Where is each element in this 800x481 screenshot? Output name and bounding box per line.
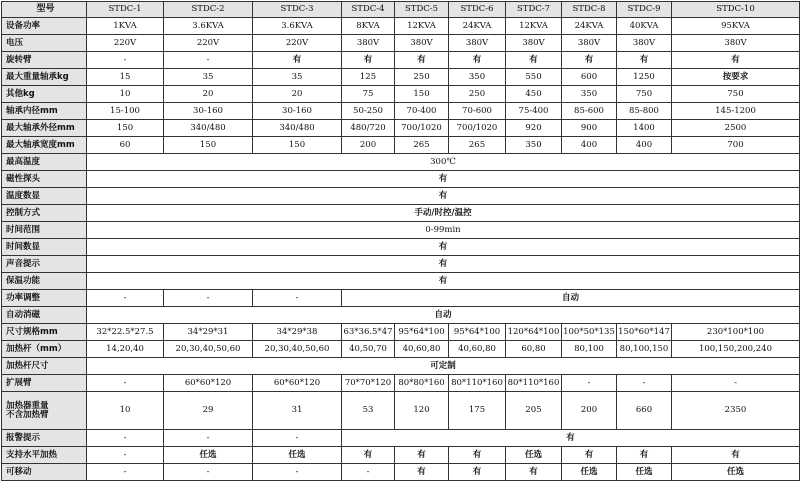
cell: 53 bbox=[342, 392, 395, 430]
merged-cell: 有 bbox=[87, 256, 800, 273]
cell: 900 bbox=[562, 120, 617, 137]
header-row bbox=[2, 2, 800, 18]
cell: 380V bbox=[562, 35, 617, 52]
cell: 60*60*120 bbox=[164, 375, 253, 392]
cell: 95*64*100 bbox=[449, 324, 506, 341]
cell: 380V bbox=[506, 35, 562, 52]
cell: 有 bbox=[253, 52, 342, 69]
cell: 70-600 bbox=[449, 103, 506, 120]
cell: 有 bbox=[672, 447, 800, 464]
cell: 1250 bbox=[617, 69, 672, 86]
model-name: STDC-7 bbox=[506, 2, 562, 18]
cell: 150*60*147 bbox=[617, 324, 672, 341]
cell: 有 bbox=[342, 447, 395, 464]
row-label: 其他kg bbox=[2, 86, 87, 103]
cell: 700 bbox=[672, 137, 800, 154]
cell: - bbox=[253, 290, 342, 307]
row-label: 加热杆（mm） bbox=[2, 341, 87, 358]
cell: 220V bbox=[253, 35, 342, 52]
row-auto-demag bbox=[2, 307, 800, 324]
cell: 220V bbox=[87, 35, 164, 52]
cell: 34*29*38 bbox=[253, 324, 342, 341]
row-label: 时间数显 bbox=[2, 239, 87, 256]
cell: 任选 bbox=[506, 447, 562, 464]
cell: 220V bbox=[164, 35, 253, 52]
cell: - bbox=[164, 464, 253, 481]
cell: 80*110*160 bbox=[449, 375, 506, 392]
row-temp-display bbox=[2, 188, 800, 205]
cell: - bbox=[342, 464, 395, 481]
cell: 有 bbox=[562, 52, 617, 69]
cell: 600 bbox=[562, 69, 617, 86]
cell: - bbox=[87, 375, 164, 392]
cell: 70*70*120 bbox=[342, 375, 395, 392]
cell: 380V bbox=[395, 35, 449, 52]
cell: 200 bbox=[342, 137, 395, 154]
row-label: 时间范围 bbox=[2, 222, 87, 239]
row-horizontal-heating bbox=[2, 447, 800, 464]
cell: 有 bbox=[395, 447, 449, 464]
cell: 63*36.5*47 bbox=[342, 324, 395, 341]
cell: 按要求 bbox=[672, 69, 800, 86]
cell: 有 bbox=[395, 464, 449, 481]
row-movable bbox=[2, 464, 800, 481]
row-sound-alert bbox=[2, 256, 800, 273]
cell: 有 bbox=[617, 52, 672, 69]
cell: - bbox=[253, 464, 342, 481]
cell: 40,60,80 bbox=[395, 341, 449, 358]
cell: 100,150,200,240 bbox=[672, 341, 800, 358]
cell: 2500 bbox=[672, 120, 800, 137]
cell: 450 bbox=[506, 86, 562, 103]
cell: 12KVA bbox=[506, 18, 562, 35]
model-name: STDC-8 bbox=[562, 2, 617, 18]
cell: 95KVA bbox=[672, 18, 800, 35]
row-label: 报警提示 bbox=[2, 430, 87, 447]
row-max-temp bbox=[2, 154, 800, 171]
row-label: 声音提示 bbox=[2, 256, 87, 273]
row-dimensions bbox=[2, 324, 800, 341]
merged-cell: 有 bbox=[87, 239, 800, 256]
cell: - bbox=[672, 375, 800, 392]
row-extension-arm bbox=[2, 375, 800, 392]
cell: - bbox=[87, 430, 164, 447]
cell: 24KVA bbox=[449, 18, 506, 35]
row-label: 可移动 bbox=[2, 464, 87, 481]
row-label: 尺寸规格mm bbox=[2, 324, 87, 341]
cell: 205 bbox=[506, 392, 562, 430]
cell: 40,50,70 bbox=[342, 341, 395, 358]
cell: 230*100*100 bbox=[672, 324, 800, 341]
cell: 任选 bbox=[562, 464, 617, 481]
cell: 380V bbox=[617, 35, 672, 52]
cell: 265 bbox=[449, 137, 506, 154]
cell: 660 bbox=[617, 392, 672, 430]
cell: 350 bbox=[562, 86, 617, 103]
merged-cell: 有 bbox=[87, 273, 800, 290]
cell: 70-400 bbox=[395, 103, 449, 120]
cell: 340/480 bbox=[164, 120, 253, 137]
cell: 550 bbox=[506, 69, 562, 86]
cell: 15-100 bbox=[87, 103, 164, 120]
cell: 有 bbox=[562, 447, 617, 464]
cell: 120 bbox=[395, 392, 449, 430]
merged-cell: 0-99min bbox=[87, 222, 800, 239]
cell: 有 bbox=[506, 464, 562, 481]
row-voltage bbox=[2, 35, 800, 52]
merged-cell: 自动 bbox=[87, 307, 800, 324]
row-bore bbox=[2, 103, 800, 120]
cell: 480/720 bbox=[342, 120, 395, 137]
cell: 250 bbox=[449, 86, 506, 103]
cell: 30-160 bbox=[253, 103, 342, 120]
row-label: 轴承内径mm bbox=[2, 103, 87, 120]
cell: 400 bbox=[562, 137, 617, 154]
cell: 150 bbox=[87, 120, 164, 137]
cell: - bbox=[87, 464, 164, 481]
model-name: STDC-3 bbox=[253, 2, 342, 18]
cell: 200 bbox=[562, 392, 617, 430]
cell: 380V bbox=[449, 35, 506, 52]
cell: 35 bbox=[164, 69, 253, 86]
cell: 265 bbox=[395, 137, 449, 154]
cell: 125 bbox=[342, 69, 395, 86]
row-time-range bbox=[2, 222, 800, 239]
row-label: 设备功率 bbox=[2, 18, 87, 35]
cell: 35 bbox=[253, 69, 342, 86]
cell: 80*80*160 bbox=[395, 375, 449, 392]
row-power bbox=[2, 18, 800, 35]
cell: 150 bbox=[164, 137, 253, 154]
cell: 14,20,40 bbox=[87, 341, 164, 358]
cell: 任选 bbox=[617, 464, 672, 481]
row-label: 保温功能 bbox=[2, 273, 87, 290]
row-time-display bbox=[2, 239, 800, 256]
cell: 80,100 bbox=[562, 341, 617, 358]
cell: 75 bbox=[342, 86, 395, 103]
cell: 任选 bbox=[672, 464, 800, 481]
cell: 60 bbox=[87, 137, 164, 154]
cell: 34*29*31 bbox=[164, 324, 253, 341]
cell: 任选 bbox=[253, 447, 342, 464]
cell: 10 bbox=[87, 392, 164, 430]
cell: 有 bbox=[449, 464, 506, 481]
merged-cell: 手动/时控/温控 bbox=[87, 205, 800, 222]
model-name: STDC-4 bbox=[342, 2, 395, 18]
cell: 100*50*135 bbox=[562, 324, 617, 341]
row-label: 磁性探头 bbox=[2, 171, 87, 188]
row-label: 旋转臂 bbox=[2, 52, 87, 69]
row-alarm bbox=[2, 430, 800, 447]
cell: 2350 bbox=[672, 392, 800, 430]
cell: 有 bbox=[395, 52, 449, 69]
row-label bbox=[2, 392, 87, 430]
cell: 920 bbox=[506, 120, 562, 137]
row-label: 电压 bbox=[2, 35, 87, 52]
cell: 350 bbox=[449, 69, 506, 86]
row-label-line1: 加热器重量 bbox=[6, 400, 49, 411]
row-heat-keep bbox=[2, 273, 800, 290]
row-max-od bbox=[2, 120, 800, 137]
cell: 3.6KVA bbox=[164, 18, 253, 35]
cell: 有 bbox=[449, 52, 506, 69]
row-max-weight bbox=[2, 69, 800, 86]
merged-cell: 有 bbox=[87, 188, 800, 205]
cell: 24KVA bbox=[562, 18, 617, 35]
cell: 150 bbox=[253, 137, 342, 154]
cell: 15 bbox=[87, 69, 164, 86]
row-label: 最大轴承外径mm bbox=[2, 120, 87, 137]
cell: 3.6KVA bbox=[253, 18, 342, 35]
row-other bbox=[2, 86, 800, 103]
cell: 1KVA bbox=[87, 18, 164, 35]
cell: - bbox=[87, 290, 164, 307]
merged-cell: 300℃ bbox=[87, 154, 800, 171]
cell: 40,60,80 bbox=[449, 341, 506, 358]
cell: - bbox=[164, 52, 253, 69]
row-max-width bbox=[2, 137, 800, 154]
cell: 50-250 bbox=[342, 103, 395, 120]
cell: 85-600 bbox=[562, 103, 617, 120]
row-heater-weight bbox=[2, 392, 800, 430]
cell: 340/480 bbox=[253, 120, 342, 137]
cell: 120*64*100 bbox=[506, 324, 562, 341]
cell: 8KVA bbox=[342, 18, 395, 35]
cell: 400 bbox=[617, 137, 672, 154]
cell: 20 bbox=[164, 86, 253, 103]
cell: - bbox=[87, 447, 164, 464]
row-rod-size bbox=[2, 358, 800, 375]
cell: 32*22.5*27.5 bbox=[87, 324, 164, 341]
cell: 10 bbox=[87, 86, 164, 103]
cell: 20,30,40,50,60 bbox=[253, 341, 342, 358]
model-name: STDC-6 bbox=[449, 2, 506, 18]
cell: 80,100,150 bbox=[617, 341, 672, 358]
row-control-mode bbox=[2, 205, 800, 222]
row-magnetic-probe bbox=[2, 171, 800, 188]
cell: 20 bbox=[253, 86, 342, 103]
row-label: 功率调整 bbox=[2, 290, 87, 307]
cell: 145-1200 bbox=[672, 103, 800, 120]
merged-cell: 可定制 bbox=[87, 358, 800, 375]
cell: 20,30,40,50,60 bbox=[164, 341, 253, 358]
cell: 250 bbox=[395, 69, 449, 86]
cell: 380V bbox=[672, 35, 800, 52]
merged-cell: 有 bbox=[342, 430, 800, 447]
cell: 150 bbox=[395, 86, 449, 103]
cell: 40KVA bbox=[617, 18, 672, 35]
cell: - bbox=[617, 375, 672, 392]
row-label: 最大重量轴承kg bbox=[2, 69, 87, 86]
cell: - bbox=[164, 290, 253, 307]
row-label-line2: 不含加热臂 bbox=[6, 409, 49, 420]
cell: 任选 bbox=[164, 447, 253, 464]
row-label: 扩展臂 bbox=[2, 375, 87, 392]
model-name: STDC-2 bbox=[164, 2, 253, 18]
cell: 750 bbox=[617, 86, 672, 103]
row-label: 自动消磁 bbox=[2, 307, 87, 324]
row-label: 温度数显 bbox=[2, 188, 87, 205]
cell: 有 bbox=[342, 52, 395, 69]
row-label: 最大轴承宽度mm bbox=[2, 137, 87, 154]
cell: 有 bbox=[672, 52, 800, 69]
model-name: STDC-1 bbox=[87, 2, 164, 18]
cell: 75-400 bbox=[506, 103, 562, 120]
cell: 60*60*120 bbox=[253, 375, 342, 392]
cell: - bbox=[87, 52, 164, 69]
row-label: 最高温度 bbox=[2, 154, 87, 171]
row-power-adjust bbox=[2, 290, 800, 307]
cell: - bbox=[253, 430, 342, 447]
row-label: 型号 bbox=[2, 2, 87, 18]
cell: 31 bbox=[253, 392, 342, 430]
cell: 有 bbox=[506, 52, 562, 69]
merged-cell: 有 bbox=[87, 171, 800, 188]
merged-cell: 自动 bbox=[342, 290, 800, 307]
row-label: 加热杆尺寸 bbox=[2, 358, 87, 375]
model-name: STDC-5 bbox=[395, 2, 449, 18]
cell: 有 bbox=[449, 447, 506, 464]
cell: 12KVA bbox=[395, 18, 449, 35]
cell: 750 bbox=[672, 86, 800, 103]
model-name: STDC-10 bbox=[672, 2, 800, 18]
cell: 700/1020 bbox=[449, 120, 506, 137]
spec-table bbox=[1, 1, 800, 481]
cell: - bbox=[164, 430, 253, 447]
cell: 29 bbox=[164, 392, 253, 430]
cell: 80*110*160 bbox=[506, 375, 562, 392]
row-heating-rod bbox=[2, 341, 800, 358]
cell: 700/1020 bbox=[395, 120, 449, 137]
cell: 60,80 bbox=[506, 341, 562, 358]
cell: 95*64*100 bbox=[395, 324, 449, 341]
row-label: 控制方式 bbox=[2, 205, 87, 222]
cell: 30-160 bbox=[164, 103, 253, 120]
cell: 有 bbox=[617, 447, 672, 464]
row-label: 支持水平加热 bbox=[2, 447, 87, 464]
cell: 380V bbox=[342, 35, 395, 52]
cell: 175 bbox=[449, 392, 506, 430]
row-swivel bbox=[2, 52, 800, 69]
cell: 350 bbox=[506, 137, 562, 154]
cell: 1400 bbox=[617, 120, 672, 137]
model-name: STDC-9 bbox=[617, 2, 672, 18]
cell: - bbox=[562, 375, 617, 392]
cell: 85-800 bbox=[617, 103, 672, 120]
